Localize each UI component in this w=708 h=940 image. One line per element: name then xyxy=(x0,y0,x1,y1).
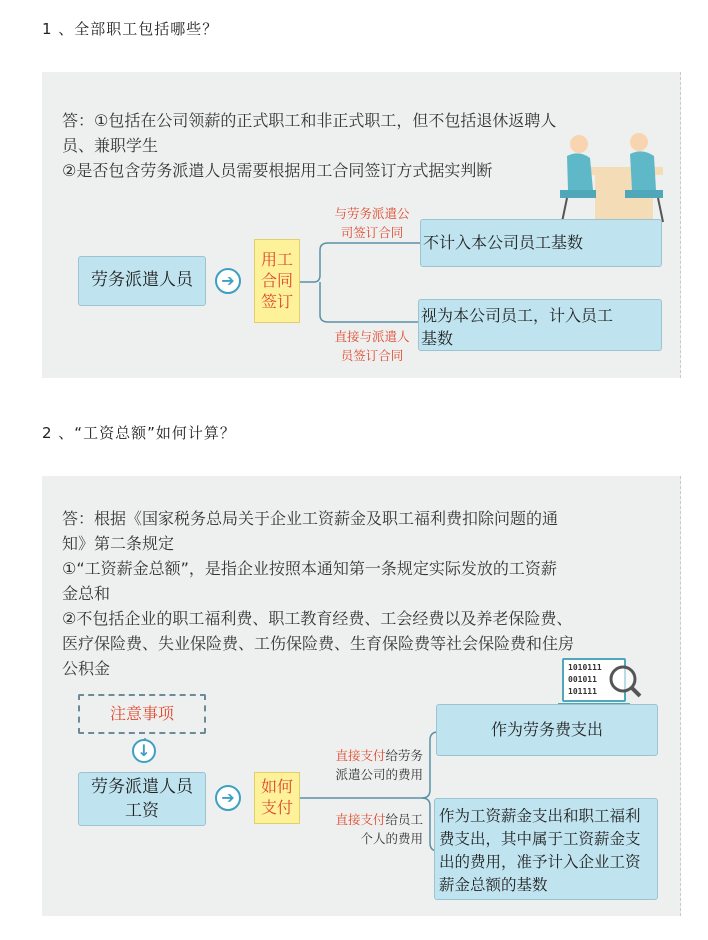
box-line: 劳务派遣人员 xyxy=(91,777,193,797)
wage-expense-box xyxy=(434,798,658,900)
payment-line: 支付 xyxy=(260,798,293,817)
result-line: 薪金总额的基数 xyxy=(439,876,548,894)
labor-expense-box: 作为劳务费支出 xyxy=(436,704,658,756)
label-rest: 给员工 xyxy=(385,812,423,827)
branch-bottom-label xyxy=(324,327,420,365)
branch-bottom-label xyxy=(307,810,423,848)
section2-heading: 2 、“工资总额”如何计算？ xyxy=(42,424,236,442)
result-line: 费支出，其中属于工资薪金支 xyxy=(439,830,641,848)
contract-line: 签订 xyxy=(260,292,293,311)
contract-line: 用工 xyxy=(260,250,293,269)
arrow-right-icon: ➔ xyxy=(215,785,241,811)
answer-line: 答：①包括在公司领薪的正式职工和非正式职工，但不包括退休返聘人 xyxy=(62,111,557,130)
answer-line: 知》第二条规定 xyxy=(62,534,175,553)
label-line: 员签订合同 xyxy=(340,348,404,363)
section1-heading: 1 、全部职工包括哪些？ xyxy=(42,20,219,38)
contract-line: 合同 xyxy=(260,271,293,290)
arrow-right-icon: ➔ xyxy=(215,268,241,294)
payment-line: 如何 xyxy=(260,777,293,796)
label-line: 直接与派遣人 xyxy=(334,329,410,344)
answer-line: 金总和 xyxy=(62,584,111,603)
result-line: 基数 xyxy=(421,329,454,348)
label-line: 司签订合同 xyxy=(340,225,404,240)
section2-card xyxy=(42,476,681,916)
result-line: 视为本公司员工，计入员工 xyxy=(421,306,614,325)
section1-card xyxy=(42,72,681,378)
answer-line: ①“工资薪金总额”，是指企业按照本通知第一条规定实际发放的工资薪 xyxy=(62,559,557,578)
result-top-box: 不计入本公司员工基数 xyxy=(420,219,662,267)
answer-line: ②不包括企业的职工福利费、职工教育经费、工会经费以及养老保险费、 xyxy=(62,609,573,628)
binary-line: 101111 xyxy=(568,687,597,696)
binary-line: 1010111 xyxy=(568,663,602,672)
payment-method-box xyxy=(254,772,300,824)
answer-line: 公积金 xyxy=(62,659,111,678)
branch-top-label xyxy=(324,204,420,242)
arrow-down-icon: ↓ xyxy=(132,739,156,763)
binary-line: 001011 xyxy=(568,675,597,684)
dispatched-workers-box: 劳务派遣人员 xyxy=(78,256,206,306)
answer-line: ②是否包含劳务派遣人员需要根据用工合同签订方式据实判断 xyxy=(62,161,493,180)
label-highlight: 直接支付 xyxy=(335,748,386,763)
dispatched-wage-box xyxy=(78,772,206,826)
label-rest: 给劳务 xyxy=(385,748,423,763)
answer-line: 医疗保险费、失业保险费、工伤保险费、生育保险费等社会保险费和住房 xyxy=(62,634,575,653)
result-bottom-box xyxy=(418,299,662,351)
label-highlight: 直接支付 xyxy=(335,812,386,827)
label-line: 个人的费用 xyxy=(360,831,423,846)
answer-line: 员、兼职学生 xyxy=(62,136,159,155)
branch-top-label xyxy=(307,746,423,784)
answer-line: 答：根据《国家税务总局关于企业工资薪金及职工福利费扣除问题的通 xyxy=(62,509,559,528)
note-box: 注意事项 xyxy=(78,694,206,734)
label-line: 派遣公司的费用 xyxy=(335,767,423,782)
result-line: 出的费用，准予计入企业工资 xyxy=(439,853,641,871)
box-line: 工资 xyxy=(125,801,159,821)
contract-signing-box xyxy=(254,239,300,323)
label-line: 与劳务派遣公 xyxy=(334,206,410,221)
result-line: 作为工资薪金支出和职工福利 xyxy=(439,807,641,825)
